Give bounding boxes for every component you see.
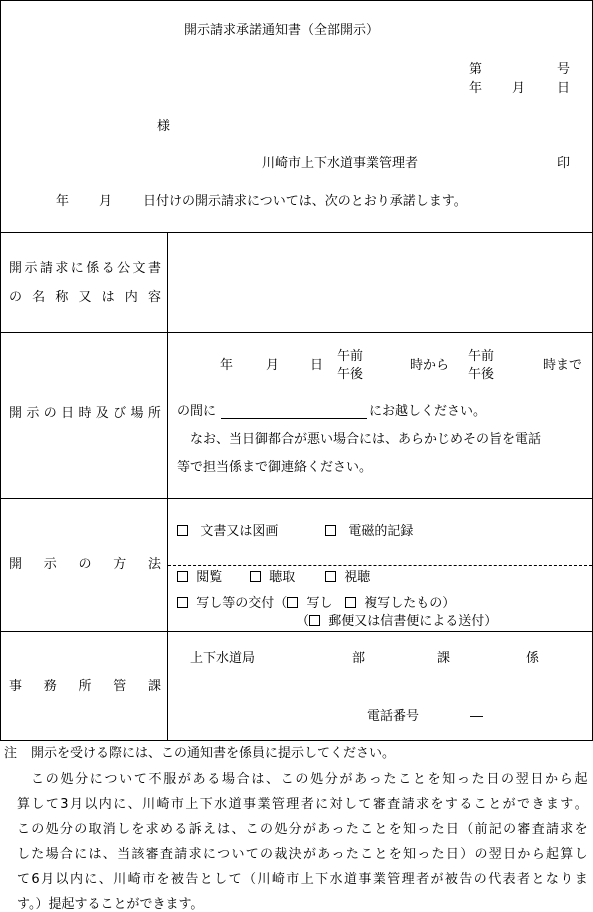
label-char: 請 bbox=[39, 261, 53, 276]
document-label-line2 bbox=[9, 291, 161, 304]
frame-left bbox=[0, 0, 1, 741]
label-char: 又 bbox=[78, 290, 92, 305]
footer-line: こ の 処 分 に つ い て 不 服 が あ る 場 合 は 、 こ の 処 分 が あ っ た こ と を 知 っ た 日 の 翌 日 か ら 起 bbox=[31, 772, 588, 787]
footer-line: て 6 月 以 内 に 、 川 崎 市 を 被 告 と し て （ 川 崎 市 上 下 水 道 事 業 管 理 者 が 被 告 の 代 表 者 と な り ま bbox=[17, 872, 588, 887]
dt-am2: 午前 bbox=[468, 349, 495, 364]
dt-tsuki: 月 bbox=[266, 358, 280, 373]
dt-note1: なお、当日御都合が悪い場合には、あらかじめその旨を電話 bbox=[190, 432, 542, 447]
method-opt-view[interactable]: 閲覧 bbox=[177, 571, 222, 584]
date-tsuki: 月 bbox=[512, 81, 526, 96]
office-label bbox=[9, 680, 161, 693]
method-dashed-divider bbox=[168, 565, 592, 566]
label-char: 内 bbox=[124, 290, 138, 305]
office-kakari: 係 bbox=[526, 651, 540, 666]
label-char: 及 bbox=[95, 406, 109, 421]
date-nen: 年 bbox=[469, 81, 483, 96]
method-opt-mail[interactable]: （ 郵便又は信書便による送付） bbox=[296, 614, 498, 629]
checkbox[interactable] bbox=[177, 597, 188, 608]
number-go: 号 bbox=[557, 62, 571, 77]
label-char: 日 bbox=[61, 406, 75, 421]
label-char: 開 bbox=[9, 261, 23, 276]
label-char: 事 bbox=[9, 679, 23, 694]
footer-line: こ の 処 分 の 取 消 し を 求 め る 訴 え は 、 こ の 処 分 が あ っ た こ と を 知 っ た 日 （ 前 記 の 審 査 請 求 を bbox=[17, 822, 588, 837]
row-divider bbox=[0, 232, 593, 233]
label-char: 求 bbox=[55, 261, 69, 276]
label-char: は bbox=[101, 290, 115, 305]
row-divider bbox=[0, 498, 593, 499]
label-char: 務 bbox=[43, 679, 57, 694]
label-char: 法 bbox=[147, 557, 161, 572]
dt-blank-underline bbox=[221, 418, 367, 419]
method-opt-watch[interactable]: 視聴 bbox=[325, 571, 370, 584]
dt-ji-kara: 時から bbox=[410, 358, 450, 373]
label-char: 公 bbox=[117, 261, 131, 276]
label-char: 係 bbox=[86, 261, 100, 276]
number-dai: 第 bbox=[469, 62, 483, 77]
office-bureau: 上下水道局 bbox=[190, 651, 256, 666]
checkbox[interactable] bbox=[325, 525, 336, 536]
column-divider bbox=[167, 232, 168, 741]
checkbox[interactable] bbox=[287, 597, 298, 608]
office-ka: 課 bbox=[437, 651, 451, 666]
seal-mark: 印 bbox=[557, 156, 571, 171]
method-opt-documents[interactable]: 文書又は図画 bbox=[177, 525, 278, 538]
frame-top bbox=[0, 0, 593, 1]
label-char: 管 bbox=[113, 679, 127, 694]
label-char: 文 bbox=[132, 261, 146, 276]
checkbox[interactable] bbox=[325, 571, 336, 582]
dt-after-blank: にお越しください。 bbox=[369, 404, 487, 419]
row-divider bbox=[0, 631, 593, 632]
method-opt-listen[interactable]: 聴取 bbox=[250, 571, 295, 584]
label-char: 所 bbox=[147, 406, 161, 421]
dt-am: 午前 bbox=[337, 349, 364, 364]
checkbox[interactable] bbox=[177, 525, 188, 536]
label-char: 開 bbox=[9, 406, 23, 421]
label-char: 容 bbox=[147, 290, 161, 305]
label-char: 名 bbox=[32, 290, 46, 305]
label-char: の bbox=[43, 406, 57, 421]
datetime-label bbox=[9, 407, 161, 420]
dt-note2: 等で担当係まで御連絡ください。 bbox=[177, 460, 373, 475]
label-char: 所 bbox=[78, 679, 92, 694]
footer-note-text: 開示を受ける際には、この通知書を係員に提示してください。 bbox=[31, 746, 396, 761]
intro-text: 日付けの開示請求については、次のとおり承諾します。 bbox=[143, 194, 467, 209]
dt-pm2: 午後 bbox=[468, 367, 495, 382]
label-char: る bbox=[101, 261, 115, 276]
label-char: 示 bbox=[24, 261, 38, 276]
footer-line: す。）提起することができます。 bbox=[17, 897, 204, 912]
label-char: の bbox=[9, 290, 23, 305]
page-title: 開示請求承諾通知書（全部開示） bbox=[184, 23, 380, 38]
label-char: 書 bbox=[147, 261, 161, 276]
method-label bbox=[9, 558, 161, 571]
office-phone-label: 電話番号 bbox=[367, 709, 420, 724]
label-char: 課 bbox=[147, 679, 161, 694]
dt-nen: 年 bbox=[220, 358, 234, 373]
label-char: 場 bbox=[130, 406, 144, 421]
footer-line: し た 場 合 に は 、 当 該 審 査 請 求 に つ い て の 裁 決 が あ っ た こ と を 知 っ た 日 ） の 翌 日 か ら 起 算 し bbox=[17, 847, 588, 862]
date-hi: 日 bbox=[557, 81, 571, 96]
frame-bottom bbox=[0, 740, 593, 741]
checkbox[interactable] bbox=[250, 571, 261, 582]
label-char: 開 bbox=[9, 557, 23, 572]
label-char: に bbox=[70, 261, 84, 276]
label-char: 示 bbox=[26, 406, 40, 421]
label-char: の bbox=[78, 557, 92, 572]
recipient-sama: 様 bbox=[157, 119, 171, 134]
row-divider bbox=[0, 332, 593, 333]
method-opt-copy[interactable]: 写し等の交付（ 写し 複写したもの） bbox=[177, 597, 455, 610]
office-bu: 部 bbox=[352, 651, 366, 666]
document-label-line1 bbox=[9, 262, 161, 275]
method-opt-electronic[interactable]: 電磁的記録 bbox=[325, 525, 413, 538]
intro-nen: 年 bbox=[56, 194, 70, 209]
label-char: 示 bbox=[43, 557, 57, 572]
office-phone-dash: ― bbox=[470, 709, 483, 724]
footer-note-label: 注 bbox=[4, 746, 18, 761]
label-char: 方 bbox=[113, 557, 127, 572]
dt-before-blank: の間に bbox=[177, 404, 217, 419]
checkbox[interactable] bbox=[345, 597, 356, 608]
intro-tsuki: 月 bbox=[99, 194, 113, 209]
dt-pm: 午後 bbox=[337, 367, 364, 382]
footer-line: 算 し て 3 月 以 内 に 、 川 崎 市 上 下 水 道 事 業 管 理 者 に 対 し て 審 査 請 求 を す る こ と が で き ま す 。 bbox=[17, 797, 588, 812]
checkbox[interactable] bbox=[309, 615, 320, 626]
label-char: 時 bbox=[78, 406, 92, 421]
dt-hi: 日 bbox=[310, 358, 324, 373]
label-char: 称 bbox=[55, 290, 69, 305]
dt-ji-made: 時まで bbox=[543, 358, 583, 373]
label-char: び bbox=[113, 406, 127, 421]
sender-name: 川崎市上下水道事業管理者 bbox=[262, 156, 419, 171]
checkbox[interactable] bbox=[177, 571, 188, 582]
